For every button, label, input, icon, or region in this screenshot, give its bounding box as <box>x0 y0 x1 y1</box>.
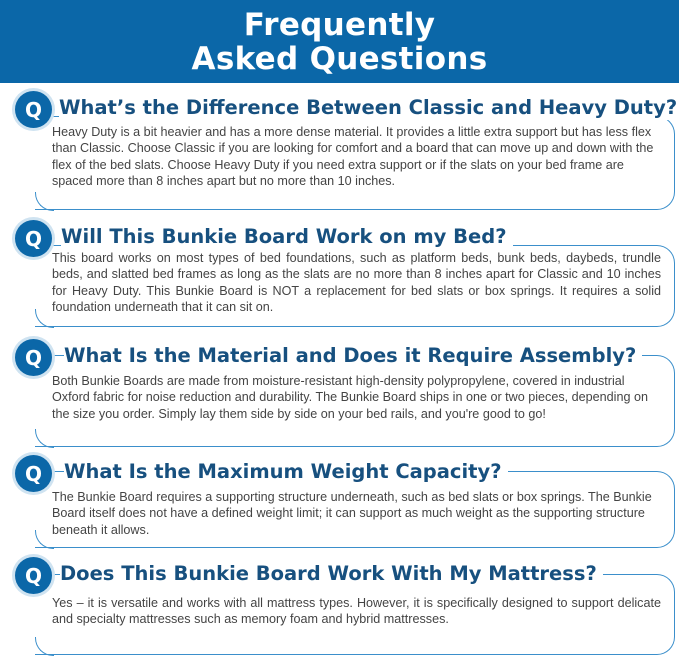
question-title: Does This Bunkie Board Work With My Mattress? <box>60 562 603 586</box>
faq-header <box>0 0 679 83</box>
q-badge-icon: Q <box>15 557 52 594</box>
title-text <box>192 7 488 77</box>
question-title: What’s the Difference Between Classic and Heavy Duty? <box>59 96 679 120</box>
answer-text: Heavy Duty is a bit heavier and has a more dense material. It provides a little extra support but has less flex than Classic. Choose Classic if you are looking for comfort and a board that can move up and down with the flex of the bed slats. Choose Heavy Duty if you need extra support or if the slats on your bed frame are spaced more than 8 inches apart but no more than 10 inches. <box>52 125 654 189</box>
answer-text: The Bunkie Board requires a supporting structure underneath, such as bed slats or box springs. The Bunkie Board itself does not have a defined weight limit; it can support as much weight as the supporting structure beneath it allows. <box>52 490 652 537</box>
title-line: Frequently <box>243 6 436 43</box>
q-badge-icon: Q <box>15 339 52 376</box>
question-title: What Is the Maximum Weight Capacity? <box>64 460 508 484</box>
title-line: Asked Questions <box>191 40 488 77</box>
answer-text: Yes – it is versatile and works with all mattress types. However, it is specifically designed to support delicate and specialty mattresses such as memory foam and hybrid mattresses. <box>52 596 661 627</box>
q-badge-icon: Q <box>15 220 52 257</box>
answer-text: Both Bunkie Boards are made from moisture-resistant high-density polypropylene, covered in industrial Oxford fabric for noise reduction and durability. The Bunkie Board ships in one or two pieces, depending on the size you order. Simply lay them side by side on your bed rails, and you're good to go! <box>52 374 648 421</box>
question-title: Will This Bunkie Board Work on my Bed? <box>61 225 513 249</box>
question-title: What Is the Material and Does it Require Assembly? <box>64 344 642 368</box>
answer-text: This board works on most types of bed foundations, such as platform beds, bunk beds, daybeds, trundle beds, and slatted bed frames as long as the slats are no more than 8 inches apart for Classic and 10 inches for Heavy Duty. This Bunkie Board is NOT a replacement for bed slats or box springs. It requires a solid foundation underneath that it can sit on. <box>52 251 661 315</box>
page-title <box>192 8 488 76</box>
q-badge-icon: Q <box>15 455 52 492</box>
q-badge-icon: Q <box>15 91 52 128</box>
